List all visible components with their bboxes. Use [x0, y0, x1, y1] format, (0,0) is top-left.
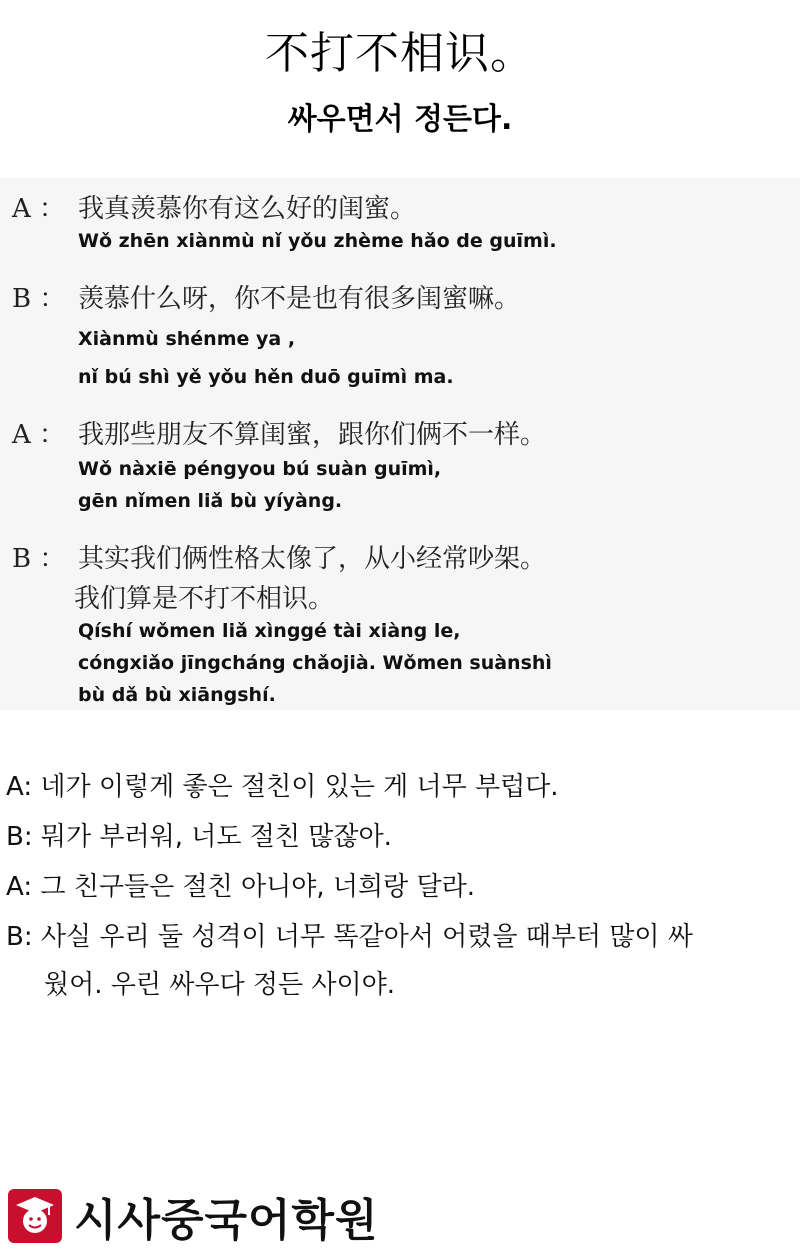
translation-line: [6, 820, 392, 854]
title-korean: 싸우면서 정든다.: [287, 102, 513, 137]
translation-text: 뭐가 부러워, 너도 절친 많잖아.: [40, 822, 392, 852]
brand-name: 시사중국어학원: [74, 1195, 379, 1246]
title-chinese: 不打不相识。: [265, 28, 535, 79]
pinyin-line: gēn nǐmen liǎ bù yíyàng.: [78, 490, 343, 512]
speaker-label: A ：: [12, 194, 66, 224]
speaker-label: A:: [6, 772, 33, 802]
chinese-sentence: 羡慕什么呀，你不是也有很多闺蜜嘛。: [78, 284, 521, 314]
chinese-sentence: 我真羡慕你有这么好的闺蜜。: [78, 194, 417, 224]
pinyin-line: cóngxiǎo jīngcháng chǎojià. Wǒmen suànshì: [78, 652, 552, 674]
chinese-sentence: 我那些朋友不算闺蜜，跟你们俩不一样。: [78, 420, 547, 450]
translation-line: [6, 770, 559, 804]
speaker-label: A ：: [12, 420, 66, 450]
pinyin-line: Qíshí wǒmen liǎ xìnggé tài xiàng le,: [78, 620, 461, 642]
pinyin-line: Wǒ nàxiē péngyou bú suàn guīmì,: [78, 458, 442, 480]
brand-footer: [8, 1186, 379, 1246]
speaker-label: B:: [6, 822, 33, 852]
speaker-label: B ：: [12, 544, 66, 574]
speaker-label: B ：: [12, 284, 66, 314]
speaker-label: B:: [6, 922, 33, 952]
academy-mascot-logo-icon: [8, 1189, 62, 1243]
chinese-sentence: 其实我们俩性格太像了，从小经常吵架。: [78, 544, 547, 574]
translation-continuation: 웠어. 우린 싸우다 정든 사이야.: [44, 970, 395, 1000]
chinese-sentence: 我们算是不打不相识。: [74, 584, 335, 614]
translation-text: 네가 이렇게 좋은 절친이 있는 게 너무 부럽다.: [40, 772, 559, 802]
pinyin-line: bù dǎ bù xiāngshí.: [78, 684, 276, 706]
translation-line: [6, 870, 475, 904]
translation-text: 그 친구들은 절친 아니야, 너희랑 달라.: [40, 872, 475, 902]
translation-line: [6, 920, 693, 954]
pinyin-line: Xiànmù shénme ya ,: [78, 328, 296, 350]
speaker-label: A:: [6, 872, 33, 902]
pinyin-line: Wǒ zhēn xiànmù nǐ yǒu zhème hǎo de guīmì.: [78, 230, 557, 252]
translation-text: 사실 우리 둘 성격이 너무 똑같아서 어렸을 때부터 많이 싸: [40, 922, 693, 952]
pinyin-line: nǐ bú shì yě yǒu hěn duō guīmì ma.: [78, 366, 454, 388]
chinese-dialog: [0, 178, 800, 710]
